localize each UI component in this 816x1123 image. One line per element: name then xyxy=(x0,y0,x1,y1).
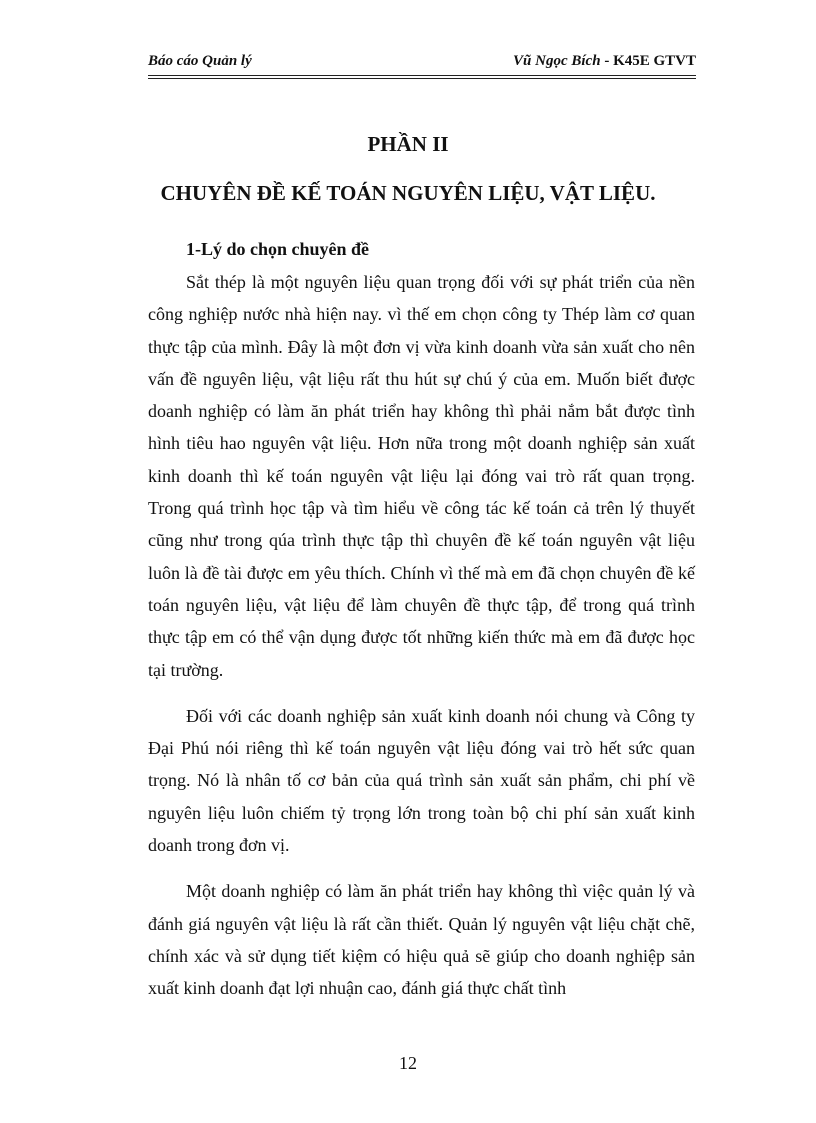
header-author-block xyxy=(513,53,696,70)
running-header xyxy=(148,50,696,74)
header-report-title: Báo cáo Quản lý xyxy=(148,53,252,69)
header-class-code: K45E GTVT xyxy=(613,53,696,69)
header-rule xyxy=(148,75,696,79)
header-author: Vũ Ngọc Bích xyxy=(513,53,601,69)
body-text xyxy=(148,266,695,1005)
paragraph: Một doanh nghiệp có làm ăn phát triển hay không thì việc quản lý và đánh giá nguyên vật liệu là rất cần thiết. Quản lý nguyên vật liệu chặt chẽ, chính xác và sử dụng tiết kiệm có hiệu quả sẽ giúp cho doanh nghiệp sản xuất kinh doanh đạt lợi nhuận cao, đánh giá thực chất tình xyxy=(148,881,695,999)
section-heading: 1-Lý do chọn chuyên đề xyxy=(186,239,370,259)
paragraph: Đối với các doanh nghiệp sản xuất kinh doanh nói chung và Công ty Đại Phú nói riêng thì kế toán nguyên vật liệu đóng vai trò hết sức quan trọng. Nó là nhân tố cơ bản của quá trình sản xuất sản phẩm, chi phí về nguyên liệu luôn chiếm tỷ trọng lớn trong toàn bộ chi phí sản xuất kinh doanh trong đơn vị. xyxy=(148,705,695,856)
header-separator: - xyxy=(600,53,614,69)
part-title: PHẦN II xyxy=(367,132,449,156)
page-number: 12 xyxy=(399,1053,417,1073)
chapter-title: CHUYÊN ĐỀ KẾ TOÁN NGUYÊN LIỆU, VẬT LIỆU. xyxy=(160,181,656,205)
paragraph: Sắt thép là một nguyên liệu quan trọng đối với sự phát triển của nền công nghiệp nước nhà hiện nay. vì thế em chọn công ty Thép làm cơ quan thực tập của mình. Đây là một đơn vị vừa kinh doanh vừa sản xuất cho nên vấn đề nguyên liệu, vật liệu rất thu hút sự chú ý của em. Muốn biết được doanh nghiệp có làm ăn phát triển hay không thì phải nắm bắt được tình hình tiêu hao nguyên vật liệu. Hơn nữa trong một doanh nghiệp sản xuất kinh doanh thì kế toán nguyên vật liệu lại đóng vai trò rất quan trọng. Trong quá trình học tập và tìm hiểu về công tác kế toán cả trên lý thuyết cũng như trong qúa trình thực tập thì chuyên đề kế toán nguyên vật liệu luôn là đề tài được em yêu thích. Chính vì thế mà em đã chọn chuyên đề kế toán nguyên liệu, vật liệu để làm chuyên đề thực tập, để trong quá trình thực tập em có thể vận dụng được tốt những kiến thức mà em đã được học tại trường. xyxy=(148,272,695,680)
